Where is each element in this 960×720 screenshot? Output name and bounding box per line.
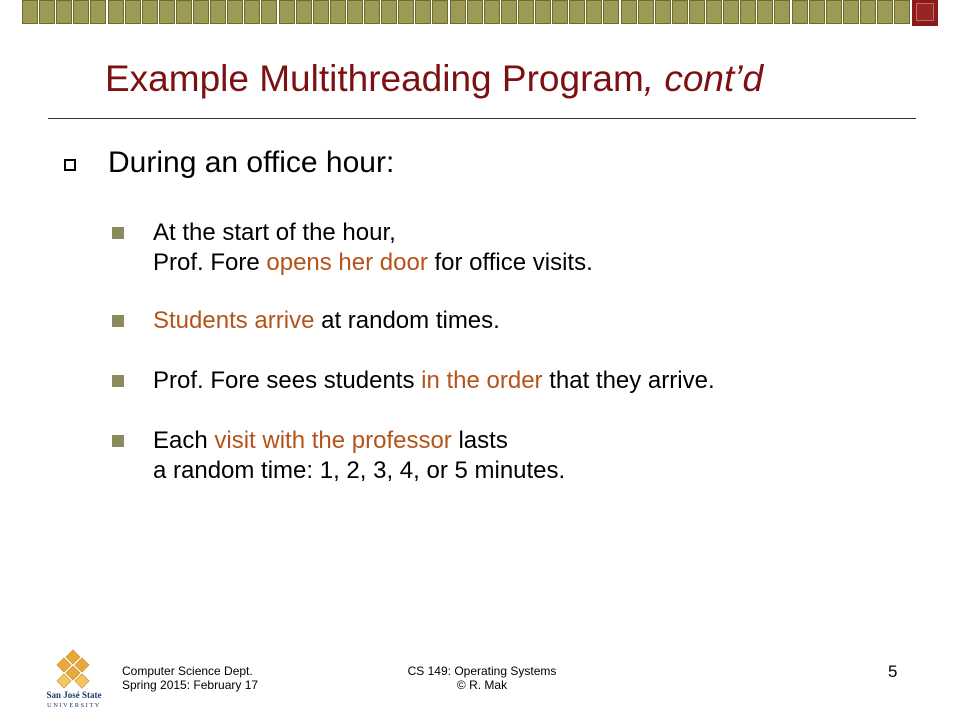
top-bar-cell bbox=[125, 0, 141, 24]
top-bar-cell bbox=[638, 0, 654, 24]
text-segment: at random times. bbox=[314, 307, 500, 334]
slide-title-italic: , cont’d bbox=[643, 58, 764, 99]
top-bar-cell bbox=[603, 0, 619, 24]
highlighted-text: Students arrive bbox=[153, 307, 315, 334]
top-bar-cell bbox=[740, 0, 756, 24]
top-bar-cell bbox=[159, 0, 175, 24]
text-segment: Prof. Fore sees students bbox=[153, 367, 422, 394]
bullet-line bbox=[153, 456, 565, 486]
top-bar-cell bbox=[518, 0, 534, 24]
bullet-text bbox=[153, 306, 500, 336]
top-bar-cell bbox=[244, 0, 260, 24]
text-segment: a random time: 1, 2, 3, 4, or 5 minutes. bbox=[153, 457, 566, 484]
footer-date: Spring 2015: February 17 bbox=[122, 678, 259, 692]
bullet-line bbox=[153, 218, 593, 248]
text-segment: for office visits. bbox=[427, 249, 593, 276]
footer-dept: Computer Science Dept. bbox=[122, 664, 253, 678]
top-bar-cell bbox=[877, 0, 893, 24]
top-bar-cell bbox=[484, 0, 500, 24]
highlighted-text: in the order bbox=[421, 367, 543, 394]
top-bar-cell bbox=[415, 0, 431, 24]
top-bar-cell bbox=[39, 0, 55, 24]
top-bar-cell bbox=[621, 0, 637, 24]
top-bar-cell bbox=[450, 0, 466, 24]
text-segment: Each bbox=[153, 427, 215, 454]
top-decorative-bar bbox=[22, 0, 912, 26]
top-bar-cell bbox=[792, 0, 808, 24]
text-segment: lasts bbox=[451, 427, 508, 454]
top-bar-cell bbox=[261, 0, 277, 24]
bullet-square-icon bbox=[112, 435, 124, 447]
top-bar-cell bbox=[313, 0, 329, 24]
top-bar-cell bbox=[860, 0, 876, 24]
top-bar-cell bbox=[535, 0, 551, 24]
top-bar-cell bbox=[210, 0, 226, 24]
bullet-square-icon bbox=[112, 375, 124, 387]
level1-bullet-text: During an office hour: bbox=[108, 146, 395, 179]
bullet-text bbox=[153, 426, 565, 486]
bullet-square-icon bbox=[112, 315, 124, 327]
slide-title-main: Example Multithreading Program bbox=[105, 58, 644, 99]
bullet-text bbox=[153, 218, 593, 278]
top-bar-cell bbox=[569, 0, 585, 24]
top-bar-cell bbox=[73, 0, 89, 24]
top-bar-cell bbox=[723, 0, 739, 24]
top-bar-cell bbox=[467, 0, 483, 24]
top-bar-cell bbox=[193, 0, 209, 24]
bullet-square-icon bbox=[112, 227, 124, 239]
top-bar-cell bbox=[279, 0, 295, 24]
top-bar-cell bbox=[689, 0, 705, 24]
top-bar-cell bbox=[296, 0, 312, 24]
sjsu-logo bbox=[42, 648, 106, 710]
top-bar-cell bbox=[22, 0, 38, 24]
top-bar-cell bbox=[398, 0, 414, 24]
footer-center bbox=[384, 664, 580, 692]
top-bar-cell bbox=[843, 0, 859, 24]
top-bar-cell bbox=[672, 0, 688, 24]
top-bar-cell bbox=[364, 0, 380, 24]
top-bar-cell bbox=[552, 0, 568, 24]
top-bar-cell bbox=[56, 0, 72, 24]
top-bar-cell bbox=[347, 0, 363, 24]
top-bar-cell bbox=[90, 0, 106, 24]
bullet-line bbox=[153, 248, 593, 278]
highlighted-text: opens her door bbox=[266, 249, 428, 276]
bullet-line bbox=[153, 306, 500, 336]
top-bar-cell bbox=[330, 0, 346, 24]
page-number: 5 bbox=[888, 662, 898, 681]
top-bar-cell bbox=[809, 0, 825, 24]
bullet-line bbox=[153, 366, 715, 396]
top-bar-cell bbox=[586, 0, 602, 24]
title-divider bbox=[48, 118, 916, 119]
text-segment: that they arrive. bbox=[542, 367, 715, 394]
top-bar-cell bbox=[432, 0, 448, 24]
top-bar-cell bbox=[108, 0, 124, 24]
footer-left bbox=[122, 664, 258, 692]
bullet-text bbox=[153, 366, 715, 396]
top-bar-cell bbox=[142, 0, 158, 24]
top-bar-cell bbox=[501, 0, 517, 24]
square-bullet-icon bbox=[64, 159, 76, 171]
footer-copyright: © R. Mak bbox=[456, 678, 508, 692]
top-bar-cell bbox=[894, 0, 910, 24]
top-bar-cell bbox=[381, 0, 397, 24]
logo-text-line1: San José State bbox=[46, 690, 102, 700]
top-bar-cell bbox=[757, 0, 773, 24]
slide-title bbox=[105, 58, 763, 100]
top-bar-cell bbox=[706, 0, 722, 24]
top-bar-cell bbox=[655, 0, 671, 24]
highlighted-text: visit with the professor bbox=[214, 427, 452, 454]
text-segment: Prof. Fore bbox=[153, 249, 267, 276]
top-bar-cell bbox=[227, 0, 243, 24]
top-bar-cell bbox=[176, 0, 192, 24]
bullet-line bbox=[153, 426, 565, 456]
text-segment: At the start of the hour, bbox=[153, 219, 396, 246]
top-bar-cell bbox=[774, 0, 790, 24]
top-accent-inner bbox=[916, 3, 934, 21]
top-bar-cell bbox=[826, 0, 842, 24]
logo-text-line2: UNIVERSITY bbox=[47, 702, 101, 709]
footer-course: CS 149: Operating Systems bbox=[407, 664, 557, 678]
